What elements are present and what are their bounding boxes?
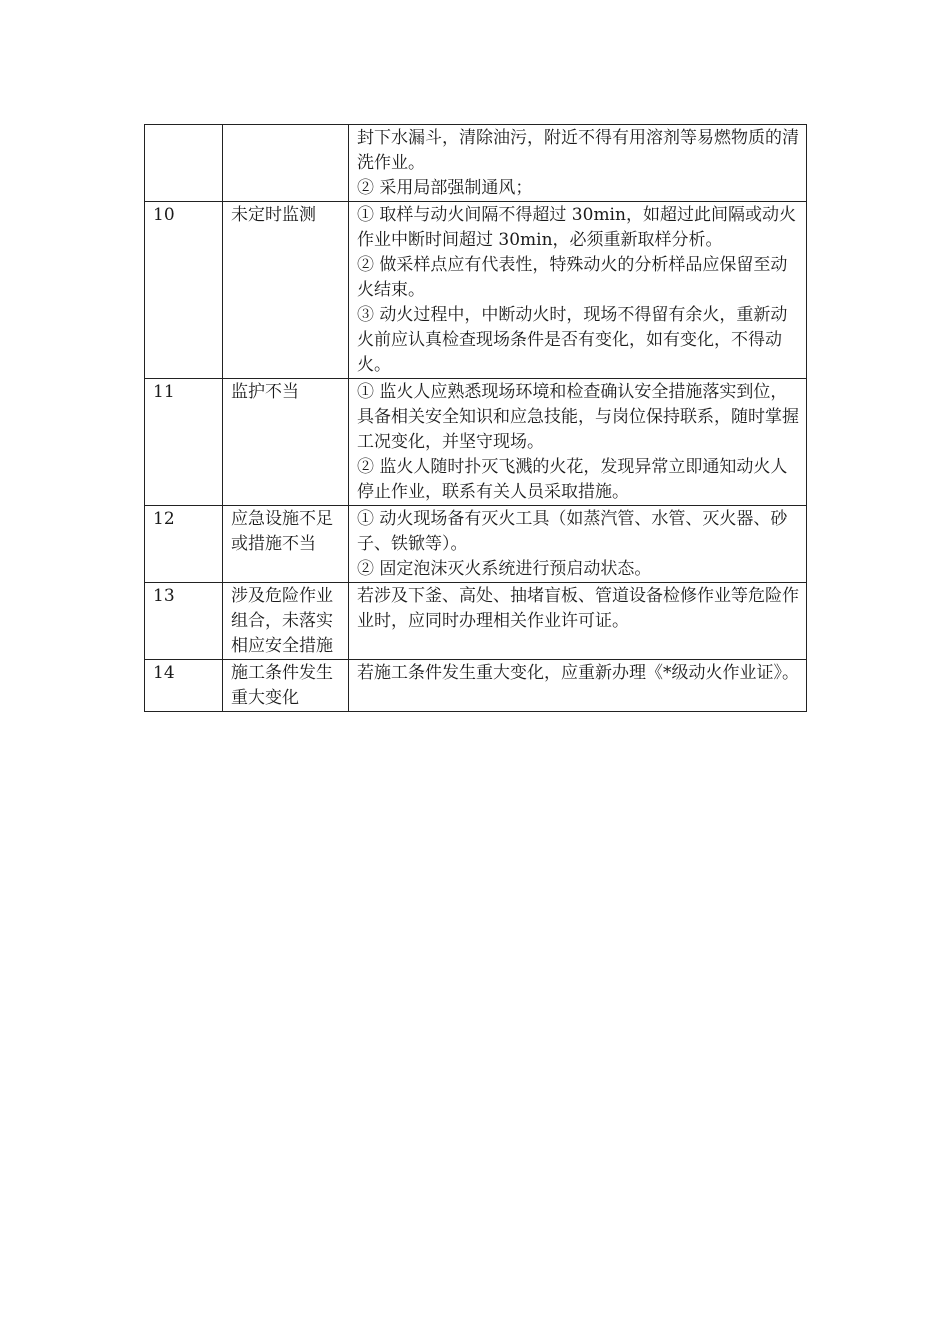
table-row [145,506,807,583]
row-number: 10 [145,202,223,379]
measure-text: ② 做采样点应有代表性，特殊动火的分析样品应保留至动火结束。 [357,255,788,300]
table-row [145,660,807,712]
table-row [145,125,807,202]
row-number: 11 [145,379,223,506]
control-measures [349,660,807,712]
measure-text: ② 采用局部强制通风； [357,178,533,198]
control-measures [349,506,807,583]
row-number [145,125,223,202]
measure-text: ① 动火现场备有灭火工具（如蒸汽管、水管、灭火器、砂子、铁锨等）。 [357,509,788,554]
control-measures [349,379,807,506]
measure-text: 封下水漏斗，清除油污，附近不得有用溶剂等易燃物质的清洗作业。 [357,128,799,173]
table-row [145,379,807,506]
control-measures [349,202,807,379]
hazard-item: 未定时监测 [223,202,349,379]
measure-text: ① 监火人应熟悉现场环境和检查确认安全措施落实到位，具备相关安全知识和应急技能，与岗位保持联系，随时掌握工况变化，并坚守现场。 [357,382,799,452]
row-number: 13 [145,583,223,660]
hazard-item: 应急设施不足或措施不当 [223,506,349,583]
control-measures [349,583,807,660]
hazard-item [223,125,349,202]
hazard-item: 监护不当 [223,379,349,506]
row-number: 12 [145,506,223,583]
measure-text: 若施工条件发生重大变化，应重新办理《*级动火作业证》。 [357,663,799,683]
table-row [145,583,807,660]
safety-measures-table [144,124,807,712]
row-number: 14 [145,660,223,712]
measure-text: ③ 动火过程中，中断动火时，现场不得留有余火，重新动火前应认真检查现场条件是否有变化，如有变化，不得动火。 [357,305,788,375]
measure-text: 若涉及下釜、高处、抽堵盲板、管道设备检修作业等危险作业时，应同时办理相关作业许可证。 [357,586,799,631]
measure-text: ② 固定泡沫灭火系统进行预启动状态。 [357,559,652,579]
measure-text: ② 监火人随时扑灭飞溅的火花，发现异常立即通知动火人停止作业，联系有关人员采取措施。 [357,457,788,502]
hazard-item: 施工条件发生重大变化 [223,660,349,712]
measure-text: ① 取样与动火间隔不得超过 30min，如超过此间隔或动火作业中断时间超过 30min，必须重新取样分析。 [357,205,796,250]
control-measures [349,125,807,202]
hazard-item: 涉及危险作业组合，未落实相应安全措施 [223,583,349,660]
table-row [145,202,807,379]
